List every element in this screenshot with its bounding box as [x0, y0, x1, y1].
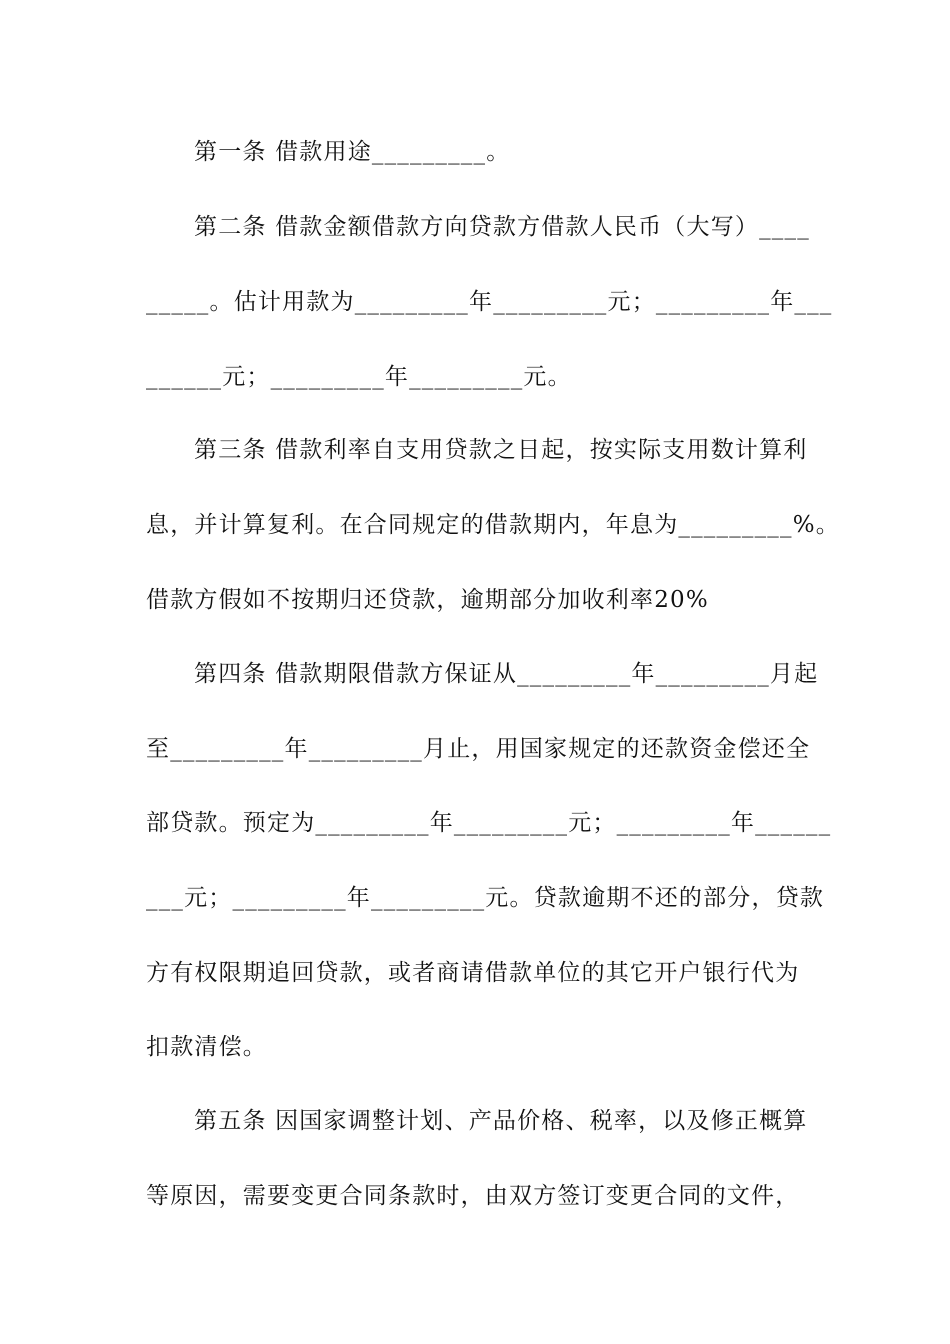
article-4-line-5: 方有权限期追回贷款，或者商请借款单位的其它开户银行代为	[146, 960, 800, 986]
article-5-line-1: 第五条 因国家调整计划、产品价格、税率，以及修正概算	[194, 1108, 808, 1134]
article-4-line-4: ___元；_________年_________元。贷款逾期不还的部分，贷款	[146, 885, 825, 911]
article-4-line-2: 至_________年_________月止，用国家规定的还款资金偿还全	[146, 736, 811, 762]
article-3-line-2: 息，并计算复利。在合同规定的借款期内，年息为_________%。	[146, 512, 840, 538]
article-3-line-3: 借款方假如不按期归还贷款，逾期部分加收利率20%	[146, 587, 709, 613]
article-1-line-1: 第一条 借款用途_________。	[194, 139, 511, 165]
article-4-line-3: 部贷款。预定为_________年_________元；_________年______	[146, 810, 832, 836]
article-3-line-1: 第三条 借款利率自支用贷款之日起，按实际支用数计算利	[194, 437, 808, 463]
article-2-line-3: ______元；_________年_________元。	[146, 364, 572, 390]
article-4-line-1: 第四条 借款期限借款方保证从_________年_________月起	[194, 661, 819, 687]
article-2-line-2: _____。估计用款为_________年_________元；_________年___	[146, 289, 833, 315]
article-4-line-6: 扣款清偿。	[146, 1034, 267, 1060]
article-5-line-2: 等原因，需要变更合同条款时，由双方签订变更合同的文件，	[146, 1183, 800, 1209]
article-2-line-1: 第二条 借款金额借款方向贷款方借款人民币（大写）____	[194, 214, 810, 240]
